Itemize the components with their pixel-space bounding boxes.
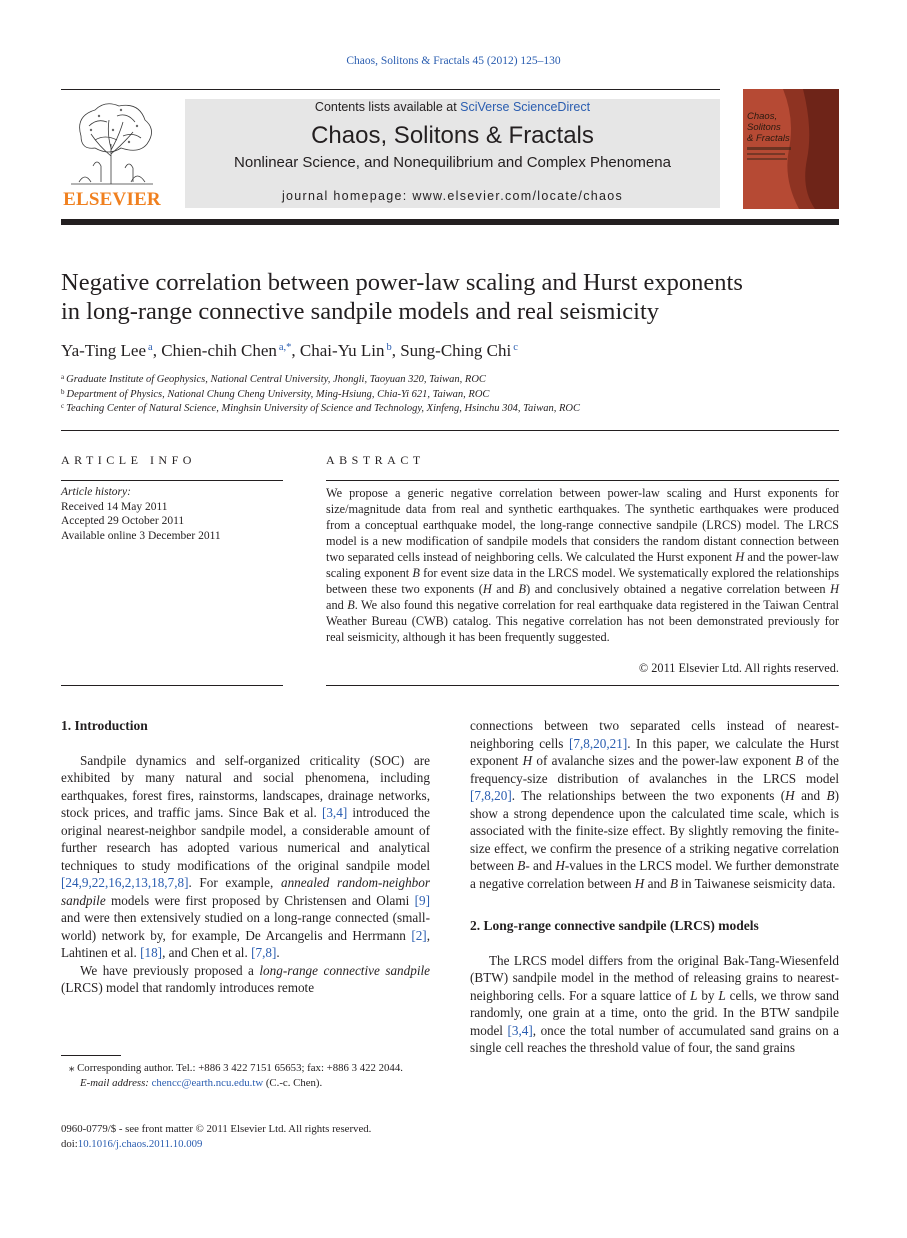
cover-title — [747, 111, 790, 144]
abstract-bottom-rule — [326, 685, 839, 686]
journal-homepage-link[interactable]: journal homepage: www.elsevier.com/locate/chaos — [281, 189, 624, 203]
body-column-right — [470, 717, 839, 1057]
affiliation — [61, 402, 580, 414]
author-affil-link[interactable]: a — [148, 342, 153, 353]
affiliation-text: Graduate Institute of Geophysics, National Central University, Jhongli, Taoyuan 320, Taiwan, ROC — [66, 374, 486, 385]
article-info-label: ARTICLE INFO — [61, 453, 196, 467]
journal-subtitle: Nonlinear Science, and Nonequilibrium and Complex Phenomena — [234, 154, 671, 171]
article-info-rule — [61, 480, 283, 481]
issn-line: 0960-0779/$ - see front matter © 2011 Elsevier Ltd. All rights reserved. — [61, 1123, 372, 1135]
affiliation-rule — [61, 430, 839, 431]
contents-availability — [185, 100, 720, 114]
cover-title-line: & Fractals — [747, 133, 790, 144]
email-note: E-mail address: chencc@earth.ncu.edu.tw (C.-c. Chen). — [80, 1076, 323, 1089]
journal-cover-thumbnail[interactable] — [743, 89, 839, 209]
affiliation-mark: b — [61, 388, 65, 396]
affiliation — [61, 388, 489, 400]
doi-line: doi:10.1016/j.chaos.2011.10.009 — [61, 1137, 203, 1150]
section-heading: 2. Long-range connective sandpile (LRCS) models — [470, 918, 759, 933]
front-matter — [61, 1122, 461, 1151]
email-link[interactable]: chencc@earth.ncu.edu.tw — [151, 1076, 264, 1089]
doi-link[interactable]: 10.1016/j.chaos.2011.10.009 — [77, 1137, 203, 1150]
affiliation-text: Teaching Center of Natural Science, Minghsin University of Science and Technology, Xinfeng, Hsinchu 304, Taiwan, ROC — [66, 403, 580, 414]
paragraph: The LRCS model differs from the original Bak-Tang-Wiesenfeld (BTW) sandpile model in the method of releasing grains to nearest-neighboring cells. For a square lattice of L by L cells, we throw sand randomly, one grain at a time, onto the grid. In the BTW sandpile model [3,4], once the total number of accumulated sand grains on a single cell reaches the threshold value of four, the sand grains — [470, 952, 840, 1055]
accepted-date: Accepted 29 October 2011 — [61, 515, 185, 527]
received-date: Received 14 May 2011 — [61, 500, 168, 513]
history-label: Article history: — [61, 486, 131, 498]
author-separator: , — [152, 341, 162, 360]
title-line: in long-range connective sandpile models and real seismicity — [61, 298, 660, 325]
paragraph: We have previously proposed a long-range connective sandpile (LRCS) model that randomly introduces remote — [61, 962, 431, 995]
author-separator: , — [391, 341, 401, 360]
citation-link[interactable]: [18] — [140, 945, 163, 960]
elsevier-tree-icon — [61, 96, 163, 188]
running-head[interactable]: Chaos, Solitons & Fractals 45 (2012) 125–130 — [346, 55, 561, 67]
author-separator: , — [291, 341, 300, 360]
cover-title-line: Chaos, — [747, 111, 778, 122]
footnote-rule — [61, 1055, 121, 1056]
online-date: Available online 3 December 2011 — [61, 529, 221, 542]
abstract-rule — [326, 480, 839, 481]
citation-link[interactable]: [3,4] — [321, 805, 348, 820]
header-thick-rule — [61, 219, 839, 225]
author-name: Chai-Yu Lin — [299, 341, 385, 360]
citation-link[interactable]: [2] — [411, 927, 427, 943]
author-affil-link[interactable]: b — [386, 342, 392, 353]
journal-masthead — [185, 99, 720, 208]
footnotes — [61, 1061, 430, 1090]
copyright-notice: © 2011 Elsevier Ltd. All rights reserved. — [638, 661, 839, 675]
publisher-logo-text: ELSEVIER — [63, 189, 161, 210]
citation-link[interactable]: [24,9,22,16,2,13,18,7,8] — [61, 875, 189, 890]
author-list — [61, 341, 518, 361]
author-affil-link[interactable]: c — [513, 342, 518, 353]
title-line: Negative correlation between power-law scaling and Hurst exponents — [61, 269, 743, 296]
author-name: Sung-Ching Chi — [400, 341, 512, 360]
affiliation-mark: c — [61, 402, 65, 410]
citation-link[interactable]: [7,8] — [251, 945, 277, 960]
paragraph: connections between two separated cells instead of nearest-neighboring cells [7,8,20,21]. In this paper, we calculate the Hurst exponent H of avalanche sizes and the power-law exponent B of the frequency-size distribution of avalanches in the LRCS model [7,8,20]. The relationships between the two exponents (H and B) show a strong dependence upon the calculated time scale, which is associated with the finite-size effect. By slightly removing the finite-size effect, we confirm the presence of a striking negative correlation between B- and H-values in the LRCS model. We further demonstrate a negative correlation between H and B in Taiwanese seismicity data. — [470, 718, 840, 891]
body-column-left — [61, 717, 430, 997]
affiliation-mark: a — [61, 373, 65, 381]
cover-title-line: Solitons — [747, 122, 781, 133]
citation-link[interactable]: [3,4] — [507, 1022, 533, 1038]
article-title — [61, 268, 851, 326]
author-affil-link[interactable]: a,* — [278, 342, 292, 353]
citation-link[interactable]: [7,8,20,21] — [568, 735, 628, 751]
affiliation-text: Department of Physics, National Chung Cheng University, Ming-Hsiung, Chia-Yi 621, Taiwan, ROC — [66, 389, 490, 400]
contents-prefix: Contents lists available at — [314, 100, 461, 114]
section-heading: 1. Introduction — [61, 718, 148, 733]
sciencedirect-link[interactable]: SciVerse ScienceDirect — [460, 100, 591, 114]
article-info-bottom-rule — [61, 685, 283, 686]
author-name: Chien-chih Chen — [161, 341, 277, 360]
author-name: Ya-Ting Lee — [61, 341, 147, 360]
elsevier-logo[interactable] — [61, 96, 163, 212]
header-rule — [61, 89, 720, 90]
paragraph: Sandpile dynamics and self-organized criticality (SOC) are exhibited by many natural and social phenomena, including earthquakes, forest fires, rainstorms, landscapes, drainage networks, stock prices, and traffic jams. Since Bak et al. [3,4] introduced the original nearest-neighbor sandpile model, a considerable amount of further research has adopted various numerical and analytical techniques to study modifications of the original sandpile model [24,9,22,16,2,13,18,7,8]. For example, annealed random-neighbor sandpile models were first proposed by Christensen and Olami [9] and were then extensively studied on a long-range connected (small-world) network by, for example, De Arcangelis and Herrmann [2], Lahtinen et al. [18], and Chen et al. [7,8]. — [61, 752, 430, 960]
corresponding-author-note: ⁎ Corresponding author. Tel.: +886 3 422 7151 65653; fax: +886 3 422 2044. — [69, 1062, 403, 1074]
cover-texture-icon — [743, 89, 839, 209]
footnote-star: ⁎ — [69, 1062, 75, 1074]
abstract-text: We propose a generic negative correlation between power-law scaling and Hurst exponents for size/magnitude data from real and synthetic earthquakes. The synthetic earthquakes were produced from a conceptual earthquake model, the long-range connective sandpile (LRCS) model. The LRCS model is a new modification of sandpile models that considers the random distant connection between two separated cells instead of neighboring cells. We calculated the Hurst exponent H and the power-law scaling exponent B for event size data in the LRCS model. We systematically explored the relationships between these two exponents (H and B) and conclusively obtained a negative correlation between H and B. We also found this negative correlation for real earthquake data registered in the Taiwan Central Weather Bureau (CWB) catalog. This negative correlation has not been demonstrated previously for real seismicity, although it has been frequently suggested. — [326, 486, 839, 644]
journal-title: Chaos, Solitons & Fractals — [311, 122, 594, 149]
affiliation — [61, 373, 486, 385]
citation-link[interactable]: [7,8,20] — [470, 788, 512, 803]
citation-link[interactable]: [9] — [414, 892, 430, 908]
article-history — [61, 485, 221, 543]
abstract-label: ABSTRACT — [326, 453, 425, 467]
